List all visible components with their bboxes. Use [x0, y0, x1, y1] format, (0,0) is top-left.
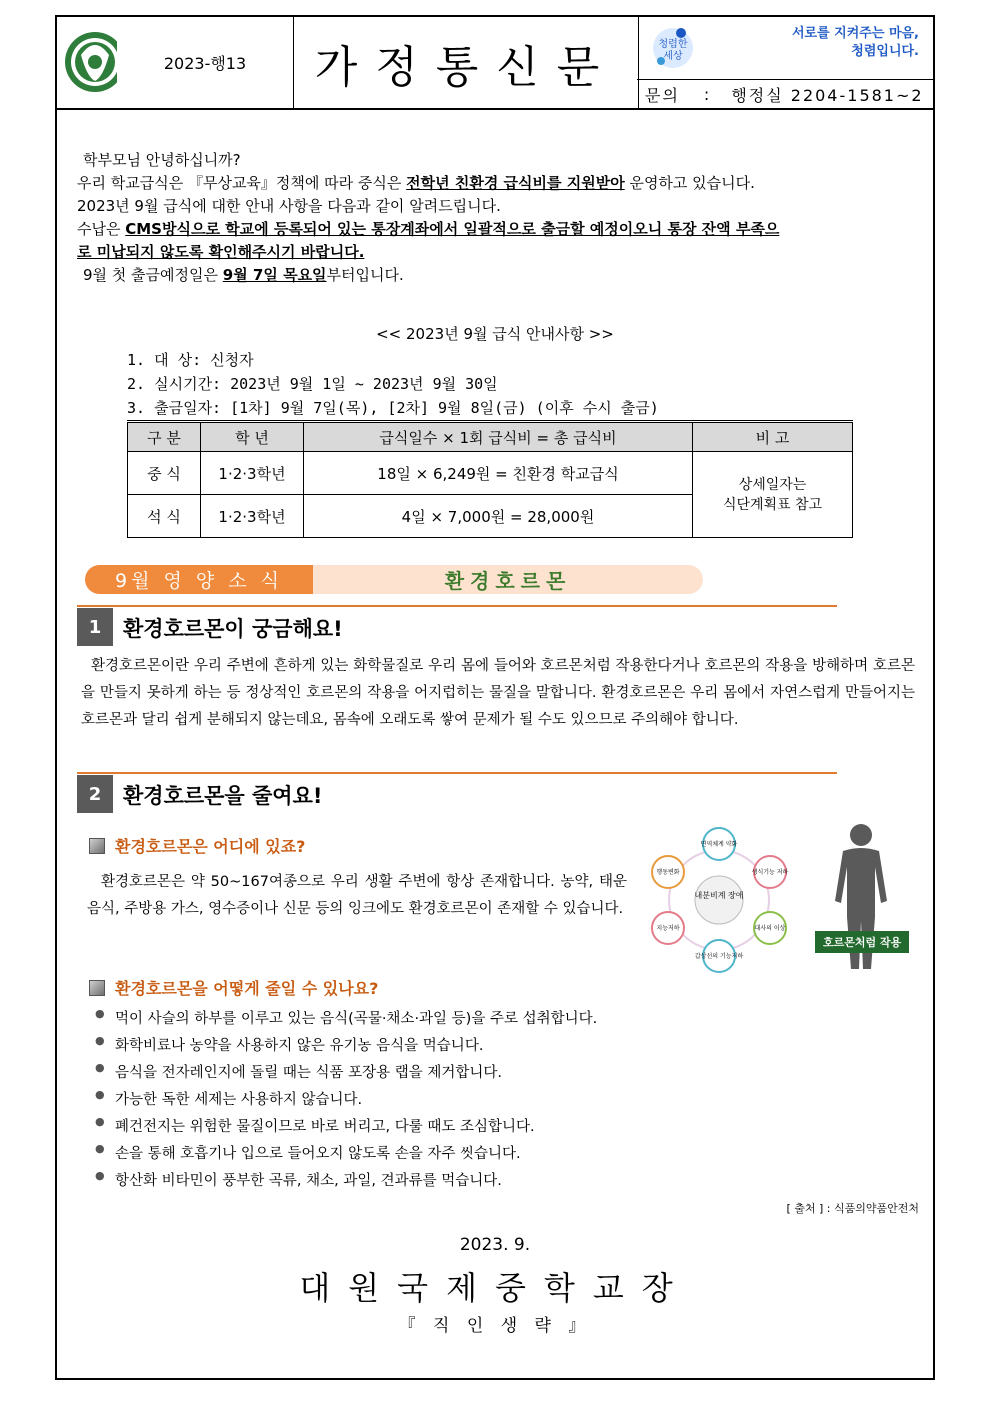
contact-info: 문의 : 행정실 2204-1581~2 [637, 79, 933, 109]
integrity-logo [651, 23, 695, 73]
guide-item: 3. 출금일자: [1차] 9월 7일(목), [2차] 9월 8일(금) (이후 수시 출금) [127, 399, 659, 417]
intro-line-1: 우리 학교급식은 『무상교육』정책에 따라 중식은 전학년 친환경 급식비를 지원받아 운영하고 있습니다. [77, 174, 755, 192]
issue-date: 2023. 9. [459, 1235, 531, 1255]
section-divider [77, 772, 837, 774]
intro-line-4: 로 미납되지 않도록 확인해주시기 바랍니다. [77, 243, 365, 261]
nutrition-banner-label: 9월 영 양 소 식 [85, 565, 313, 594]
diagram-node: 행동변화 [656, 869, 680, 876]
diagram-node: 대사의 이상 [754, 925, 786, 932]
subheading: 환경호르몬을 어떻게 줄일 수 있나요? [89, 976, 378, 999]
list-item: ● 먹이 사슬의 하부를 이루고 있는 음식(곡물·채소·과일 등)을 주로 섭취합니다. [95, 1007, 597, 1034]
table-row: 석 식 1·2·3학년 4일 × 7,000원 = 28,000원 [128, 495, 853, 538]
cube-icon [89, 980, 105, 996]
greeting: 학부모님 안녕하십니까? [83, 151, 241, 169]
slogan: 서로를 지켜주는 마음, 청렴입니다. [791, 26, 919, 59]
guide-item: 2. 실시기간: 2023년 9월 1일 ~ 2023년 9월 30일 [127, 375, 498, 393]
table-row: 중 식 1·2·3학년 18일 × 6,249원 = 친환경 학교급식 상세일자는 식단계획표 참고 [128, 452, 853, 495]
section2-sub1-body: 환경호르몬은 약 50~167여종으로 우리 생활 주변에 항상 존재합니다. 농약, 태운 음식, 주방용 가스, 영수증이나 신문 등의 잉크에도 환경호르몬이 존재할 수 있습니다. [87, 874, 627, 917]
school-logo [57, 17, 117, 108]
section-title: 환경호르몬을 줄여요! [123, 784, 323, 808]
document-title: 가정통신문 [293, 17, 639, 108]
principal-name: 대원국제중학교장 [299, 1269, 691, 1307]
table-note: 상세일자는 식단계획표 참고 [693, 452, 853, 538]
section-number: 2 [77, 775, 113, 813]
section-title: 환경호르몬이 궁금해요! [123, 617, 343, 641]
svg-text:청렴한: 청렴한 [658, 39, 688, 50]
svg-text:세상: 세상 [663, 51, 683, 62]
list-item: ● 손을 통해 호흡기나 입으로 들어오지 않도록 손을 자주 씻습니다. [95, 1142, 597, 1169]
list-item: ● 폐건전지는 위험한 물질이므로 바로 버리고, 다룰 때도 조심합니다. [95, 1115, 597, 1142]
diagram-node: 지능저하 [656, 925, 680, 932]
list-item: ● 항산화 비타민이 풍부한 곡류, 채소, 과일, 견과류를 먹습니다. [95, 1169, 597, 1196]
cube-icon [89, 838, 105, 854]
diagram-node: 갑상선의 기능저하 [694, 953, 744, 960]
section-number: 1 [77, 608, 113, 646]
table-header-row: 구 분 학 년 급식일수 × 1회 급식비 = 총 급식비 비 고 [128, 422, 853, 452]
document-code: 2023-행13 [163, 54, 247, 73]
intro-line-5: 9월 첫 출금예정일은 9월 7일 목요일부터입니다. [83, 266, 404, 284]
intro-line-2: 2023년 9월 급식에 대한 안내 사항을 다음과 같이 알려드립니다. [77, 197, 501, 215]
document-frame [55, 15, 935, 1380]
diagram-center: 내분비계 장애 [694, 891, 744, 900]
diagram-node: 생식기능 저하 [751, 869, 789, 876]
subheading: 환경호르몬은 어디에 있죠? [89, 834, 305, 857]
endocrine-diagram [645, 825, 793, 975]
hormone-badge: 호르몬처럼 작용 [815, 931, 909, 953]
meal-fee-table [127, 420, 853, 538]
header [57, 17, 933, 110]
source-note: [ 출처 ] : 식품의약품안전처 [786, 1202, 919, 1215]
section1-body: 환경호르몬이란 우리 주변에 흔하게 있는 화학물질로 우리 몸에 들어와 호르몬처럼 작용한다거나 호르몬의 작용을 방해하며 호르몬을 만들지 못하게 하는 등 정상적인 호르몬의 작용을 어지럽히는 물질을 말합니다. 환경호르몬은 우리 몸에서 자연스럽게 만들어지는 호르몬과 달리 쉽게 분해되지 않는데요, 몸속에 오래도록 쌓여 문제가 될 수도 있으므로 주의해야 합니다. [81, 658, 915, 728]
diagram-node: 면역체계 약화 [700, 841, 738, 848]
list-item: ● 음식을 전자레인지에 돌릴 때는 식품 포장용 랩을 제거합니다. [95, 1061, 597, 1088]
guide-item: 1. 대 상: 신청자 [127, 351, 254, 369]
section-divider [77, 605, 837, 607]
intro-line-3: 수납은 CMS방식으로 학교에 등록되어 있는 통장계좌에서 일괄적으로 출금할 예정이오니 통장 잔액 부족으 [77, 220, 780, 238]
nutrition-banner-topic: 환경호르몬 [313, 565, 703, 594]
list-item: ● 가능한 독한 세제는 사용하지 않습니다. [95, 1088, 597, 1115]
tips-list [71, 1007, 597, 1196]
list-item: ● 화학비료나 농약을 사용하지 않은 유기농 음식을 먹습니다. [95, 1034, 597, 1061]
seal-omitted: 『 직 인 생 략 』 [398, 1316, 592, 1336]
guide-title: << 2023년 9월 급식 안내사항 >> [376, 325, 614, 343]
header-right [637, 17, 933, 108]
